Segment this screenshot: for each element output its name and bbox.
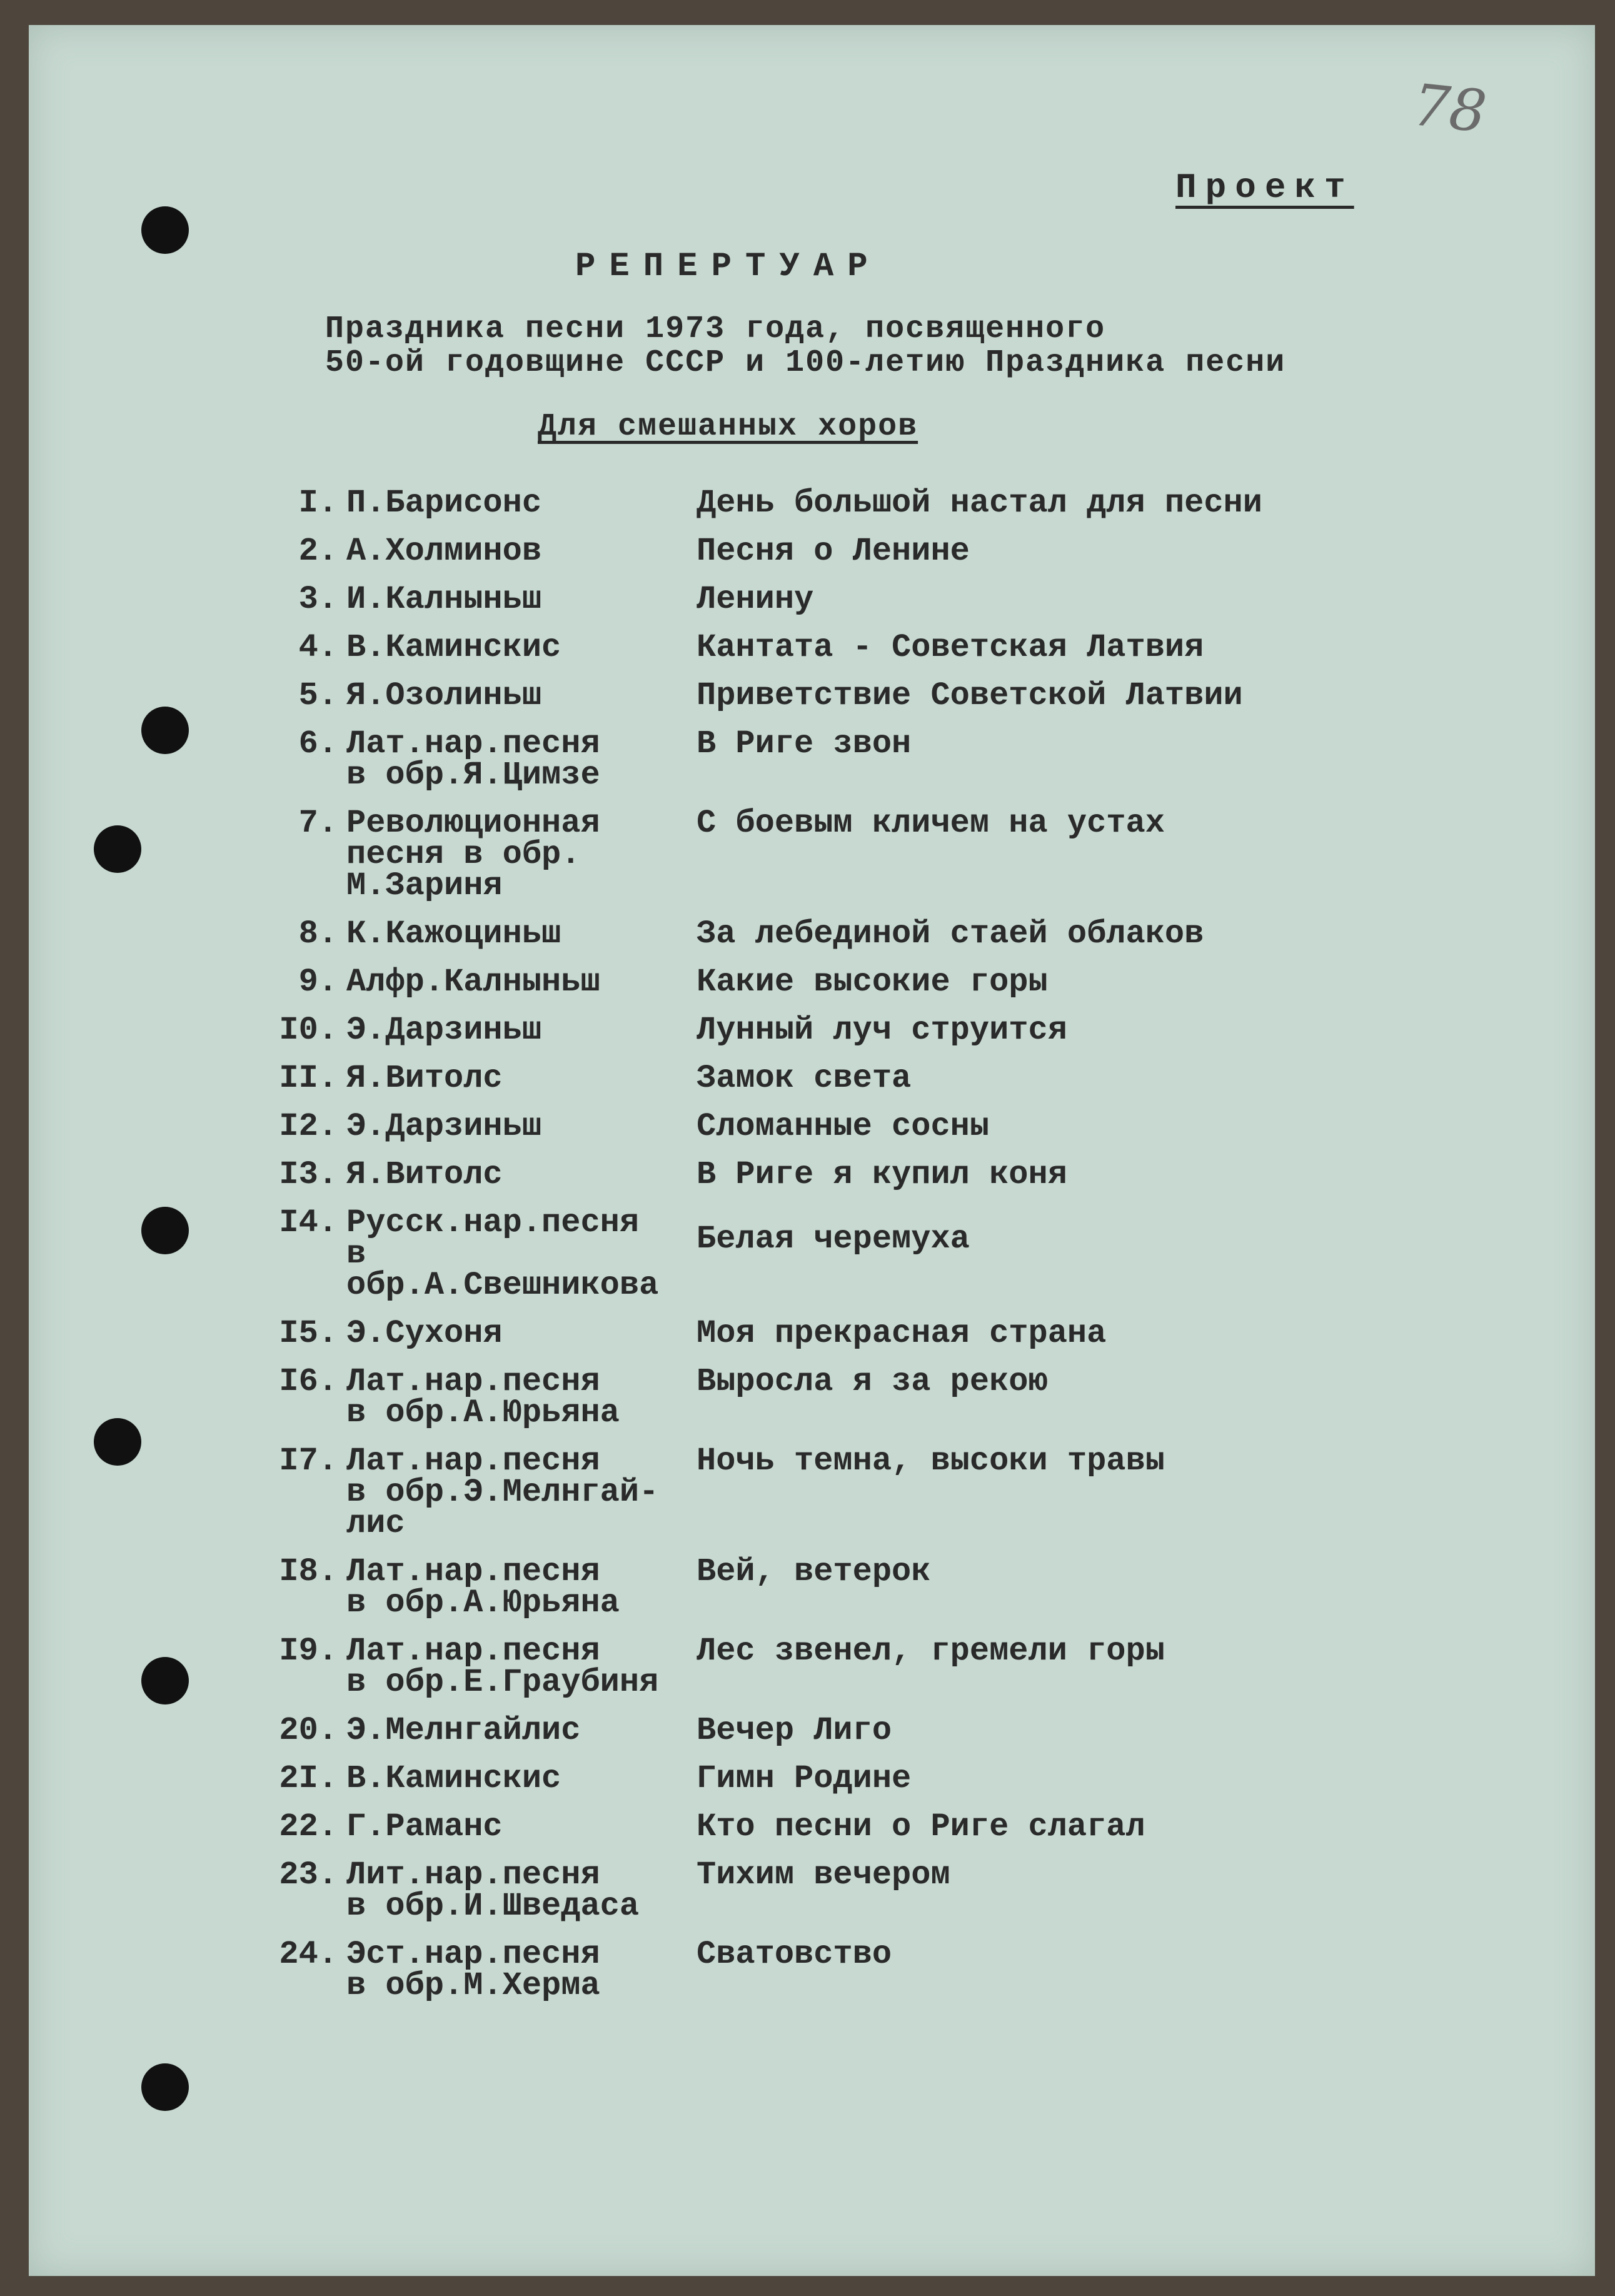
item-number: I4. bbox=[279, 1204, 338, 1241]
list-item bbox=[250, 964, 1438, 1000]
item-number: 20. bbox=[279, 1712, 338, 1749]
item-title: Какие высокие горы bbox=[697, 964, 1048, 1000]
item-composer: Лат.нар.песня в обр.А.Юрьяна bbox=[346, 1553, 620, 1621]
list-item bbox=[250, 1012, 1438, 1049]
item-composer: Революционная песня в обр. М.Зариня bbox=[346, 805, 600, 904]
item-number: I. bbox=[298, 485, 338, 521]
item-number: I5. bbox=[279, 1315, 338, 1352]
item-title: Лес звенел, гремели горы bbox=[697, 1633, 1165, 1669]
item-composer: Алфр.Калныньш bbox=[346, 964, 600, 1000]
item-number: 7. bbox=[298, 805, 338, 842]
item-title: Лунный луч струится bbox=[697, 1012, 1067, 1049]
list-item bbox=[250, 677, 1438, 714]
item-number: I0. bbox=[279, 1012, 338, 1049]
item-number: 3. bbox=[298, 581, 338, 618]
item-composer: Русск.нар.песня в обр.А.Свешникова bbox=[346, 1204, 659, 1304]
list-item bbox=[250, 1363, 1438, 1431]
item-number: 8. bbox=[298, 915, 338, 952]
item-composer: Лат.нар.песня в обр.Э.Мелнгай- лис bbox=[346, 1443, 659, 1542]
item-number: I6. bbox=[279, 1363, 338, 1400]
item-composer: Я.Витолс bbox=[346, 1156, 503, 1193]
item-composer: Э.Сухоня bbox=[346, 1315, 503, 1352]
item-composer: А.Холминов bbox=[346, 533, 542, 570]
list-item bbox=[250, 533, 1438, 570]
item-composer: Э.Дарзиньш bbox=[346, 1108, 542, 1145]
repertoire-list bbox=[250, 485, 1438, 2018]
item-composer: В.Каминскис bbox=[346, 629, 561, 666]
item-title: За лебединой стаей облаков bbox=[697, 915, 1204, 952]
item-title: С боевым кличем на устах bbox=[697, 805, 1165, 842]
item-title: Сватовство bbox=[697, 1936, 892, 1973]
item-number: II. bbox=[279, 1060, 338, 1097]
item-number: 2. bbox=[298, 533, 338, 570]
item-title: Сломанные сосны bbox=[697, 1108, 990, 1145]
item-number: I9. bbox=[279, 1633, 338, 1669]
list-item bbox=[250, 1553, 1438, 1621]
item-number: 2I. bbox=[279, 1760, 338, 1797]
punch-hole bbox=[141, 206, 189, 254]
subtitle-line-1: Праздника песни 1973 года, посвященного bbox=[325, 311, 1106, 347]
item-title: Вей, ветерок bbox=[697, 1553, 931, 1590]
item-title: Белая черемуха bbox=[697, 1221, 970, 1257]
punch-hole bbox=[141, 2063, 189, 2111]
item-composer: И.Калныньш bbox=[346, 581, 542, 618]
list-item bbox=[250, 629, 1438, 666]
list-item bbox=[250, 915, 1438, 952]
item-composer: Э.Мелнгайлис bbox=[346, 1712, 581, 1749]
list-item bbox=[250, 1936, 1438, 2004]
item-title: Выросла я за рекою bbox=[697, 1363, 1048, 1400]
item-number: 6. bbox=[298, 725, 338, 762]
item-composer: П.Барисонс bbox=[346, 485, 542, 521]
list-item bbox=[250, 581, 1438, 618]
item-title: Вечер Лиго bbox=[697, 1712, 892, 1749]
item-title: Ленину bbox=[697, 581, 814, 618]
list-item bbox=[250, 1712, 1438, 1749]
item-composer: Я.Озолиньш bbox=[346, 677, 542, 714]
list-item bbox=[250, 1856, 1438, 1925]
subtitle-line-2: 50-ой годовщине СССР и 100-летию Праздника песни bbox=[325, 345, 1286, 381]
draft-label: Проект bbox=[1175, 168, 1354, 208]
item-composer: Лат.нар.песня в обр.Е.Граубиня bbox=[346, 1633, 659, 1701]
item-title: Гимн Родине bbox=[697, 1760, 912, 1797]
item-number: 24. bbox=[279, 1936, 338, 1973]
item-composer: К.Кажоциньш bbox=[346, 915, 561, 952]
item-number: 9. bbox=[298, 964, 338, 1000]
list-item bbox=[250, 725, 1438, 793]
list-item bbox=[250, 1204, 1438, 1304]
list-item bbox=[250, 1108, 1438, 1145]
item-number: I8. bbox=[279, 1553, 338, 1590]
item-title: Замок света bbox=[697, 1060, 912, 1097]
list-item bbox=[250, 805, 1438, 904]
item-title: Приветствие Советской Латвии bbox=[697, 677, 1243, 714]
punch-hole bbox=[94, 1418, 141, 1466]
item-composer: Э.Дарзиньш bbox=[346, 1012, 542, 1049]
item-composer: Я.Витолс bbox=[346, 1060, 503, 1097]
item-composer: В.Каминскис bbox=[346, 1760, 561, 1797]
section-heading: Для смешанных хоров bbox=[538, 409, 918, 445]
list-item bbox=[250, 1060, 1438, 1097]
list-item bbox=[250, 485, 1438, 521]
list-item bbox=[250, 1808, 1438, 1845]
item-title: Кто песни о Риге слагал bbox=[697, 1808, 1145, 1845]
item-composer: Лит.нар.песня в обр.И.Шведаса bbox=[346, 1856, 640, 1925]
item-title: В Риге я купил коня bbox=[697, 1156, 1067, 1193]
item-title: В Риге звон bbox=[697, 725, 912, 762]
page-title: РЕПЕРТУАР bbox=[575, 248, 882, 286]
item-number: 23. bbox=[279, 1856, 338, 1893]
item-title: Тихим вечером bbox=[697, 1856, 950, 1893]
folio-number: 78 bbox=[1409, 71, 1490, 146]
punch-hole bbox=[94, 825, 141, 873]
item-title: Песня о Ленине bbox=[697, 533, 970, 570]
item-title: Кантата - Советская Латвия bbox=[697, 629, 1204, 666]
punch-hole bbox=[141, 1207, 189, 1254]
item-number: 4. bbox=[298, 629, 338, 666]
item-composer: Лат.нар.песня в обр.Я.Цимзе bbox=[346, 725, 600, 793]
item-composer: Лат.нар.песня в обр.А.Юрьяна bbox=[346, 1363, 620, 1431]
page-subtitle bbox=[325, 313, 1285, 380]
list-item bbox=[250, 1633, 1438, 1701]
list-item bbox=[250, 1443, 1438, 1542]
item-title: Моя прекрасная страна bbox=[697, 1315, 1107, 1352]
item-number: I3. bbox=[279, 1156, 338, 1193]
list-item bbox=[250, 1156, 1438, 1193]
item-composer: Эст.нар.песня в обр.М.Херма bbox=[346, 1936, 600, 2004]
punch-hole bbox=[141, 707, 189, 754]
item-composer: Г.Раманс bbox=[346, 1808, 503, 1845]
item-number: 22. bbox=[279, 1808, 338, 1845]
item-number: I2. bbox=[279, 1108, 338, 1145]
list-item bbox=[250, 1315, 1438, 1352]
punch-hole bbox=[141, 1657, 189, 1704]
item-number: 5. bbox=[298, 677, 338, 714]
item-number: I7. bbox=[279, 1443, 338, 1479]
item-title: День большой настал для песни bbox=[697, 485, 1262, 521]
item-title: Ночь темна, высоки травы bbox=[697, 1443, 1165, 1479]
list-item bbox=[250, 1760, 1438, 1797]
